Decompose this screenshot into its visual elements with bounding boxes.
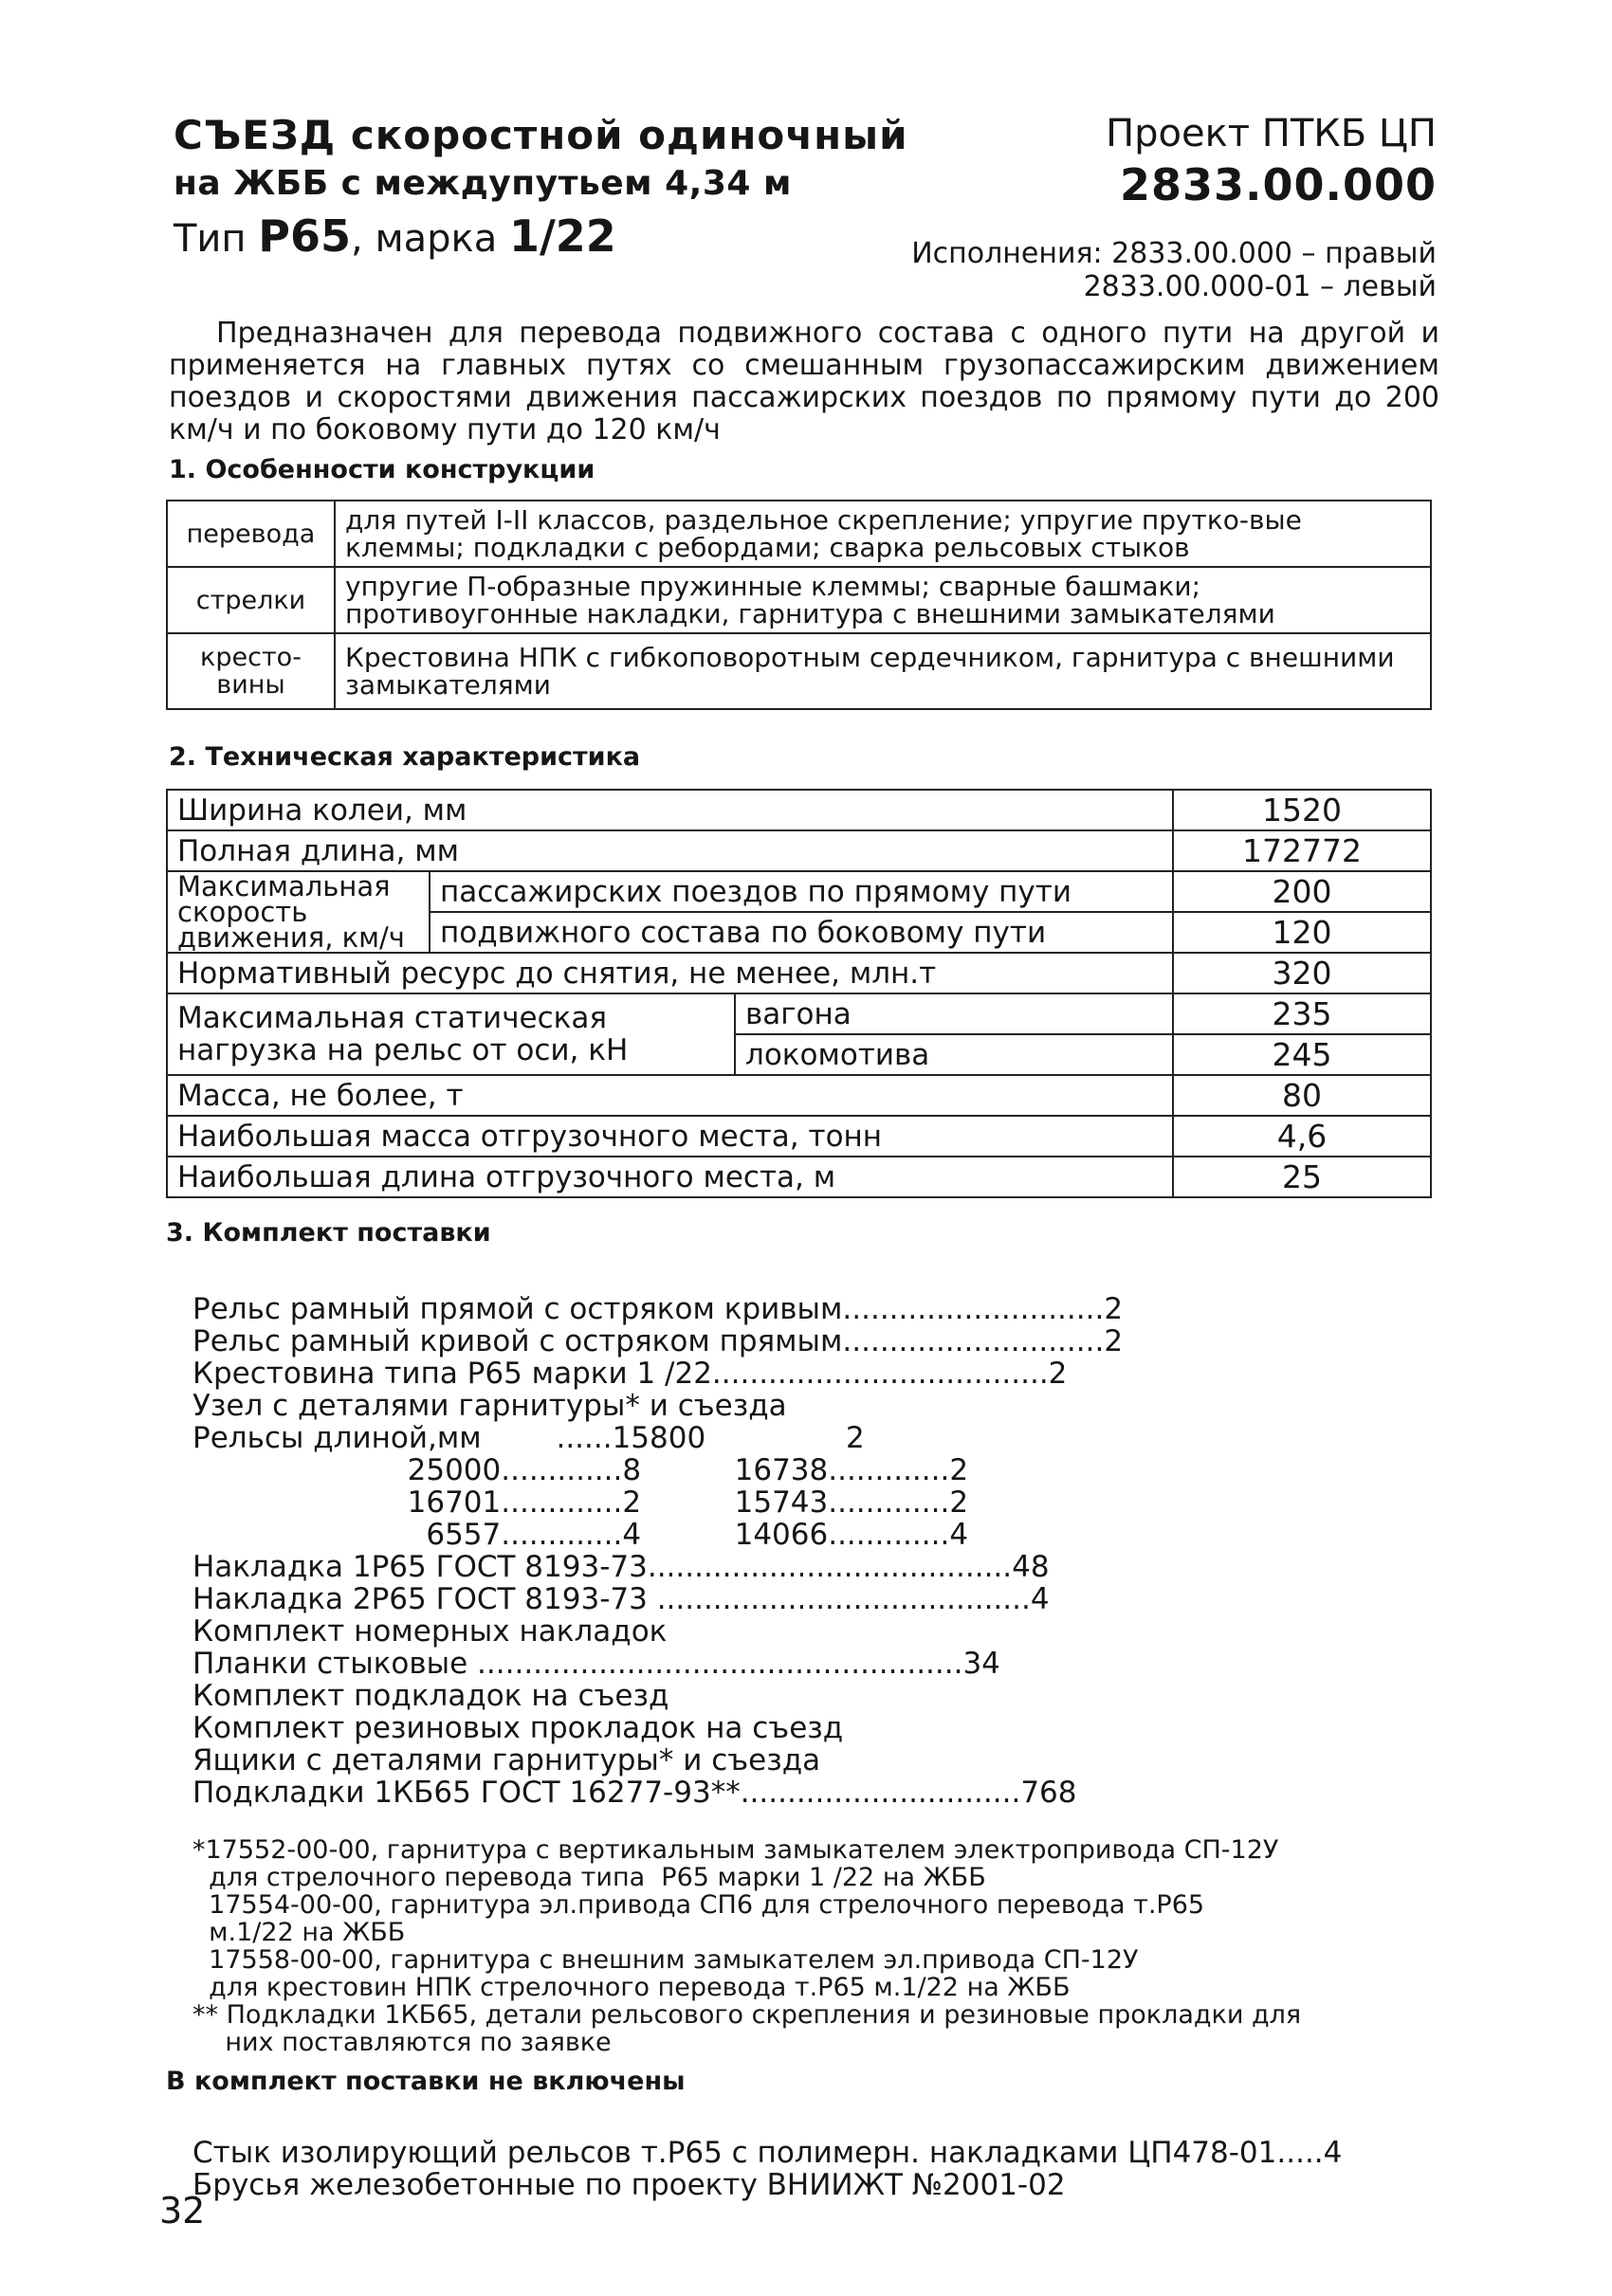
features-text: Крестовина НПК с гибкоповоротным сердечником, гарнитура с внешними замыкателями: [335, 633, 1431, 709]
type-grade-line: [174, 210, 616, 262]
list-item: Рельсы длиной,мм ......15800 2: [192, 1421, 865, 1455]
excluded-list: [192, 2105, 1342, 2233]
list-item: 6557.............4 14066.............4: [192, 1518, 969, 1552]
features-label: кресто-вины: [167, 633, 335, 709]
load-label: Максимальная статическая нагрузка на рельс от оси, кН: [167, 993, 735, 1075]
variant-right: Исполнения: 2833.00.000 – правый: [911, 237, 1437, 270]
speed-side-value: 120: [1173, 912, 1431, 953]
features-text: для путей I-II классов, раздельное скрепление; упругие прутко-вые клеммы; подкладки с ребордами; сварка рельсовых стыков: [335, 501, 1431, 567]
list-item: Узел с деталями гарнитуры* и съезда: [192, 1389, 787, 1423]
tech-row: [167, 830, 1431, 871]
footnote-line: м.1/22 на ЖББ: [192, 1918, 406, 1947]
tech-row: [167, 871, 1431, 912]
excluded-heading: В комплект поставки не включены: [166, 2067, 686, 2096]
footnote-line: 17558-00-00, гарнитура с внешним замыкателем эл.привода СП-12У: [192, 1945, 1139, 1975]
footnote-line: них поставляются по заявке: [192, 2028, 612, 2057]
footnote-line: *17552-00-00, гарнитура с вертикальным замыкателем электропривода СП-12У: [192, 1835, 1279, 1865]
features-heading: 1. Особенности конструкции: [169, 455, 595, 484]
footnote-line: ** Подкладки 1КБ65, детали рельсового скрепления и резиновые прокладки для: [192, 2000, 1302, 2030]
gauge-value: 1520: [1173, 790, 1431, 830]
speed-straight-label: пассажирских поездов по прямому пути: [430, 871, 1173, 912]
list-item: Накладка 1Р65 ГОСТ 8193-73.......................................48: [192, 1550, 1050, 1584]
list-item: Рельс рамный прямой с остряком кривым............................2: [192, 1292, 1124, 1326]
ship-len-label: Наибольшая длина отгрузочного места, м: [167, 1157, 1173, 1197]
list-item: Рельс рамный кривой с остряком прямым............................2: [192, 1324, 1124, 1358]
document-title: СЪЕЗД скоростной одиночный: [174, 112, 908, 158]
page-number: 32: [159, 2190, 206, 2232]
project-number: 2833.00.000: [1119, 159, 1437, 210]
features-row: [167, 567, 1431, 633]
resource-value: 320: [1173, 953, 1431, 993]
tech-row: [167, 953, 1431, 993]
footnotes: [192, 1809, 1301, 2084]
resource-label: Нормативный ресурс до снятия, не менее, млн.т: [167, 953, 1173, 993]
grade-value: 1/22: [508, 210, 616, 262]
tech-row: [167, 1116, 1431, 1157]
list-item: Накладка 2Р65 ГОСТ 8193-73 ........................................4: [192, 1582, 1050, 1616]
features-table: [166, 500, 1432, 710]
tech-row: [167, 993, 1431, 1034]
kit-heading: 3. Комплект поставки: [166, 1218, 491, 1248]
features-row: [167, 501, 1431, 567]
length-value: 172772: [1173, 830, 1431, 871]
tech-row: [167, 790, 1431, 830]
load-loco-label: локомотива: [735, 1034, 1173, 1075]
list-item: Ящики с деталями гарнитуры* и съезда: [192, 1743, 821, 1777]
list-item: Комплект номерных накладок: [192, 1614, 668, 1649]
gauge-label: Ширина колеи, мм: [167, 790, 1173, 830]
footnote-line: для стрелочного перевода типа Р65 марки 1 /22 на ЖББ: [192, 1863, 986, 1892]
document-subtitle: на ЖББ с междупутьем 4,34 м: [174, 164, 792, 203]
tech-heading: 2. Техническая характеристика: [169, 742, 641, 772]
features-label: стрелки: [167, 567, 335, 633]
load-wagon-label: вагона: [735, 993, 1173, 1034]
length-label: Полная длина, мм: [167, 830, 1173, 871]
list-item: Брусья железобетонные по проекту ВНИИЖТ №2001-02: [192, 2168, 1066, 2202]
type-value: Р65: [258, 210, 352, 262]
list-item: Крестовина типа Р65 марки 1 /22....................................2: [192, 1357, 1068, 1391]
list-item: 16701.............2 15743.............2: [192, 1485, 969, 1520]
list-item: 25000.............8 16738.............2: [192, 1453, 969, 1487]
list-item: Подкладки 1КБ65 ГОСТ 16277-93**..............................768: [192, 1776, 1077, 1810]
tech-table: [166, 789, 1432, 1198]
features-text: упругие П-образные пружинные клеммы; сварные башмаки; противоугонные накладки, гарнитура с внешними замыкателями: [335, 567, 1431, 633]
list-item: Комплект резиновых прокладок на съезд: [192, 1711, 844, 1745]
ship-mass-value: 4,6: [1173, 1116, 1431, 1157]
list-item: Стык изолирующий рельсов т.Р65 с полимерн. накладками ЦП478-01.....4: [192, 2136, 1343, 2170]
load-wagon-value: 235: [1173, 993, 1431, 1034]
ship-len-value: 25: [1173, 1157, 1431, 1197]
speed-side-label: подвижного состава по боковому пути: [430, 912, 1173, 953]
footnote-line: 17554-00-00, гарнитура эл.привода СП6 для стрелочного перевода т.Р65: [192, 1890, 1205, 1920]
features-row: [167, 633, 1431, 709]
mass-label: Масса, не более, т: [167, 1075, 1173, 1116]
mass-value: 80: [1173, 1075, 1431, 1116]
intro-paragraph: Предназначен для перевода подвижного состава с одного пути на другой и применяется на главных путях со смешанным грузопассажирским движением поездов и скоростями движения пассажирских поездов по прямому пути до 200 км/ч и по боковому пути до 120 км/ч: [169, 317, 1439, 446]
grade-prefix: , марка: [351, 217, 509, 261]
tech-row: [167, 1075, 1431, 1116]
ship-mass-label: Наибольшая масса отгрузочного места, тонн: [167, 1116, 1173, 1157]
speed-label: Максимальная скорость движения, км/ч: [167, 871, 430, 953]
project-label: Проект ПТКБ ЦП: [1106, 112, 1437, 155]
features-label: перевода: [167, 501, 335, 567]
list-item: Планки стыковые ....................................................34: [192, 1647, 1000, 1681]
list-item: Комплект подкладок на съезд: [192, 1679, 669, 1713]
footnote-line: для крестовин НПК стрелочного перевода т.Р65 м.1/22 на ЖББ: [192, 1973, 1071, 2002]
variant-left: 2833.00.000-01 – левый: [1083, 270, 1437, 303]
kit-list: [192, 1261, 1123, 1841]
tech-row: [167, 1157, 1431, 1197]
type-prefix: Тип: [174, 217, 259, 261]
speed-straight-value: 200: [1173, 871, 1431, 912]
load-loco-value: 245: [1173, 1034, 1431, 1075]
